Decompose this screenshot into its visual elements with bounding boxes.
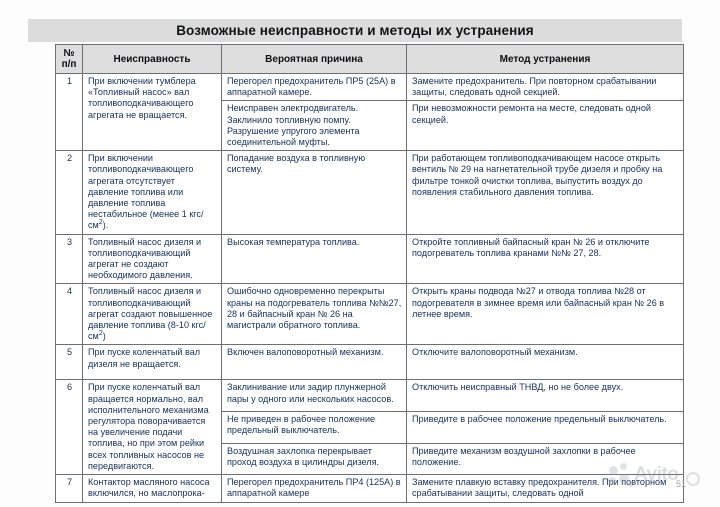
table-body <box>56 74 687 503</box>
row-cause: Высокая температура топлива. <box>222 234 407 284</box>
row-remedy: Приведите в рабочее положение предельный выключатель. <box>407 412 684 444</box>
table-row <box>56 234 684 284</box>
row-remedy: Приведите механизм воздушной захлопки в рабочее положение. <box>407 443 684 475</box>
column-header-number <box>56 45 83 74</box>
cause-line: Заклинило топливную помпу. <box>227 114 351 125</box>
row-cause <box>222 101 407 151</box>
column-header-number-line2: п/п <box>61 59 77 70</box>
row-remedy: Отключить неисправный ТНВД, но не более двух. <box>407 380 684 412</box>
row-fault: Контактор масляного насоса включился, но маслопрока- <box>83 475 222 502</box>
row-number: 7 <box>56 475 83 502</box>
row-remedy: Замените плавкую вставку предохранителя. При повторном срабатывании защиты, следовать одной <box>407 475 684 502</box>
troubleshooting-table <box>55 44 687 503</box>
page-title: Возможные неисправности и методы их устранения <box>176 23 534 38</box>
row-cause: Не приведен в рабочее положение предельный выключатель. <box>222 412 407 444</box>
row-remedy: Откройте топливный байпасный кран № 26 и отключите подогреватель топлива кранами №№ 27, 28. <box>407 234 684 284</box>
row-number: 5 <box>56 345 83 380</box>
row-fault <box>83 284 222 345</box>
column-header-cause: Вероятная причина <box>222 45 407 74</box>
row-remedy: При работающем топливоподкачивающем насосе открыть вентиль № 29 на нагнетательной трубе дизеля и пробку на фильтре тонкой очистки топлива, выпустить воздух до появления стабильного давления топлива. <box>407 151 684 234</box>
fault-superscript: 2 <box>98 330 103 338</box>
row-cause: Ошибочно одновременно перекрыты краны на подогреватель топлива №№27, 28 и байпасный кран № 26 на магистрали обратного топлива. <box>222 284 407 345</box>
row-remedy: Открыть краны подвода №27 и отвода топлива №28 от подогревателя в зимнее время или байпасный кран № 26 в летнее время. <box>407 284 684 345</box>
column-header-number-line1: № <box>63 48 75 59</box>
fault-text-end: ). <box>102 220 109 231</box>
row-number: 4 <box>56 284 83 345</box>
column-header-remedy: Метод устранения <box>407 45 684 74</box>
table-header-row <box>56 45 684 74</box>
table-row <box>56 74 684 101</box>
fault-text: Топливный насос дизеля и топливоподкачивающий агрегат создают повышенное давление топлива (8-10 кгс/см <box>88 286 213 342</box>
row-fault: При пуске коленчатый вал дизеля не вращается. <box>83 345 222 380</box>
table-header <box>56 45 684 74</box>
table-row <box>56 345 684 380</box>
table-row <box>56 475 684 502</box>
row-cause: Перегорел предохранитель ПР4 (125А) в аппаратной камере <box>222 475 407 502</box>
watermark-label: Avito <box>634 464 679 485</box>
row-number: 6 <box>56 380 83 475</box>
row-fault <box>83 151 222 234</box>
troubleshooting-table-wrapper <box>55 44 683 503</box>
row-number: 1 <box>56 74 83 151</box>
fault-text: При включении топливоподкачивающего агрегата отсутствует давление топлива или давление топлива нестабильное (менее 1 кгс/см <box>88 153 204 231</box>
cause-line: Неисправен электродвигатель. <box>227 103 359 114</box>
page-title-banner <box>28 19 682 42</box>
row-cause: Попадание воздуха в топливную систему. <box>222 151 407 234</box>
fault-text-end: ) <box>102 331 106 342</box>
table-row <box>56 151 684 234</box>
fault-superscript: 2 <box>98 219 103 227</box>
row-remedy: Замените предохранитель. При повторном срабатывании защиты, следовать одной секцией. <box>407 74 684 101</box>
table-row <box>56 380 684 412</box>
table-row <box>56 284 684 345</box>
cause-line: Разрушение упругого элемента соединительной муфты. <box>227 125 360 148</box>
row-cause: Перегорел предохранитель ПР5 (25А) в аппаратной камере. <box>222 74 407 101</box>
page-number: 51 <box>676 479 687 489</box>
row-cause: Воздушная захлопка перекрывает проход воздуха в цилиндры дизеля. <box>222 443 407 475</box>
row-remedy: Отключите валоповоротный механизм. <box>407 345 684 380</box>
row-fault: При пуске коленчатый вал вращается нормально, вал исполнительного механизма регулятора поворачивается на увеличение подачи топлива, но при этом рейки всех топливных насосов не передвигаются. <box>83 380 222 475</box>
row-fault: Топливный насос дизеля и топливоподкачивающий агрегат не создают необходимого давления. <box>83 234 222 284</box>
row-fault: При включении тумблера «Топливный насос» вал топливоподкачивающего агрегата не вращается. <box>83 74 222 151</box>
watermark-ring-icon <box>686 472 700 486</box>
row-cause: Заклинивание или задир плунжерной пары у одного или нескольких насосов. <box>222 380 407 412</box>
row-cause: Включен валоповоротный механизм. <box>222 345 407 380</box>
row-number: 3 <box>56 234 83 284</box>
row-remedy: При невозможности ремонта на месте, следовать одной секцией. <box>407 101 684 151</box>
column-header-fault: Неисправность <box>83 45 222 74</box>
row-number: 2 <box>56 151 83 234</box>
